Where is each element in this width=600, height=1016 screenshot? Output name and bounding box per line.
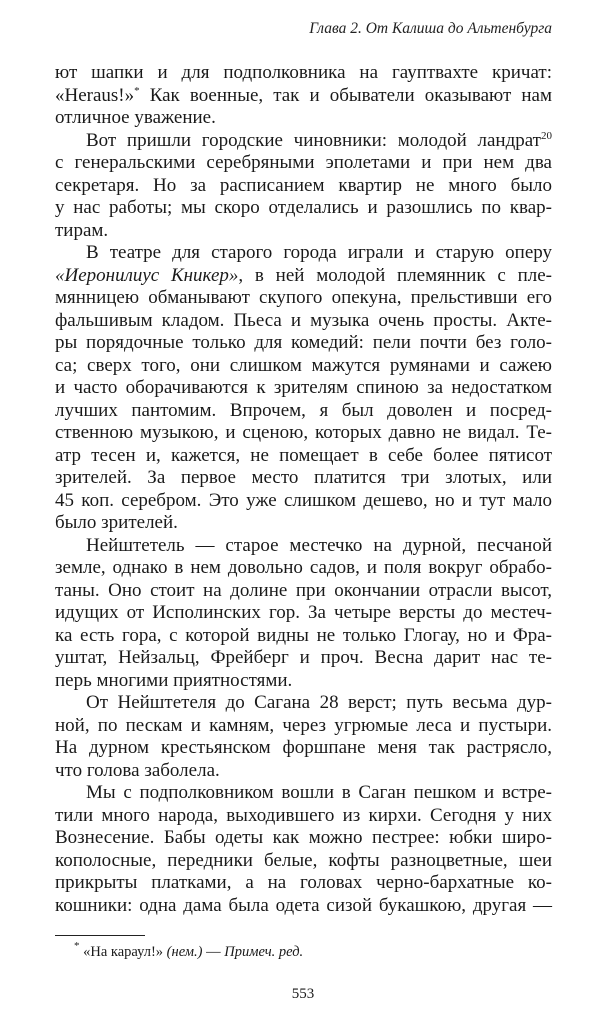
text-line: ной, по пескам и камням, через угрюмые леса и пустыри. bbox=[55, 714, 552, 736]
footnote-editor: Примеч. ред. bbox=[224, 944, 304, 960]
text-line: отличное уважение. bbox=[55, 107, 216, 128]
text-line: тили много народа, выходившего из кирхи. Сегодня у них bbox=[55, 804, 552, 826]
line-rest: , в ней молодой племянник с пле- bbox=[238, 264, 552, 286]
text-line: мянницею обманывают скупого опекуна, прельстивши его bbox=[55, 287, 552, 308]
text-line: ры порядочные только для комедий: пели почти без голо- bbox=[55, 332, 552, 353]
endnote-ref[interactable]: 20 bbox=[541, 129, 552, 142]
text-line: ственною музыкою, и сценою, которых давно не видал. Те- bbox=[55, 422, 552, 443]
footnote-divider bbox=[55, 935, 145, 936]
text-line: Мы с подполковником вошли в Саган пешком и встре- bbox=[86, 782, 552, 803]
text-line: земле, однако в нем довольно садов, и поля вокруг обрабо- bbox=[55, 557, 552, 578]
text-line: тирам. bbox=[55, 219, 109, 241]
text-line: что голова заболела. bbox=[55, 759, 220, 781]
text-line: у нас работы; мы скоро отделались и разошлись по квар- bbox=[55, 197, 552, 218]
text-line: 45 коп. серебром. Это уже слишком дешево, но и тут мало bbox=[55, 489, 552, 511]
text-line: с генеральскими серебряными эполетами и при нем два bbox=[55, 152, 552, 173]
footnote-ref[interactable]: * bbox=[134, 84, 140, 97]
footnote bbox=[74, 940, 304, 961]
line-rest: Как военные, так и обыватели оказывают нам bbox=[139, 84, 552, 106]
footnote-lang: (нем.) bbox=[166, 944, 203, 960]
text-line: Нейштетель — старое местечко на дурной, песчаной bbox=[86, 534, 552, 556]
text-line: атр тесен и, кажется, не помещает в себе более пятисот bbox=[55, 444, 552, 466]
text-line bbox=[55, 265, 552, 288]
text-line bbox=[55, 130, 552, 153]
text-line: Вознесение. Бабы одеты как можно пестрее: юбки широ- bbox=[55, 827, 552, 848]
text-line: уштат, Нейзальц, Фрейберг и проч. Весна дарит нас те- bbox=[55, 647, 552, 668]
text-line: ют шапки и для подполковника на гауптвахте кричат: bbox=[55, 62, 552, 83]
text-line: и часто оборачиваются к зрителям спиною за недостатком bbox=[55, 377, 552, 398]
text-line bbox=[55, 85, 552, 108]
footnote-mark: * bbox=[74, 940, 80, 952]
text-line: таны. Оно стоит на долине при окончании отрасли высот, bbox=[55, 579, 552, 601]
page-number: 553 bbox=[291, 986, 315, 1002]
opera-title: «Иеронилиус Кникер» bbox=[55, 264, 239, 286]
text-line: зрителей. За первое место платится три злотых, или bbox=[55, 467, 552, 488]
text-line: кополосные, передники белые, кофты разноцветные, шеи bbox=[55, 849, 552, 871]
text-line: ка есть гора, с которой видны не только Глогау, но и Фра- bbox=[55, 624, 552, 646]
text-line: В театре для старого города играли и старую оперу bbox=[86, 242, 552, 263]
text-line: кошники: одна дама была одета сизой букашкою, другая — bbox=[55, 894, 552, 916]
line-text: Вот пришли городские чиновники: молодой ландрат bbox=[86, 129, 541, 151]
body-text bbox=[55, 62, 552, 917]
text-line: лучших пантомим. Впрочем, я был доволен и посред- bbox=[55, 399, 552, 421]
quote: «Heraus!» bbox=[55, 84, 135, 106]
footnote-quote: «На караул!» bbox=[83, 944, 164, 960]
text-line: секретаря. Но за расписанием квартир не много было bbox=[55, 174, 552, 196]
running-header: Глава 2. От Калиша до Альтенбурга bbox=[309, 20, 552, 37]
text-line: са; сверх того, они слишком мажутся румянами и сажею bbox=[55, 354, 552, 376]
text-line: На дурном крестьянском форшпане меня так растрясло, bbox=[55, 737, 552, 758]
text-line: фальшивым кладом. Пьеса и музыка очень просты. Акте- bbox=[55, 309, 552, 331]
text-line: От Нейштетеля до Сагана 28 верст; путь весьма дур- bbox=[86, 692, 552, 713]
footnote-dash: — bbox=[202, 944, 225, 960]
text-line: прикрыты платками, а на головах черно-бархатные ко- bbox=[55, 872, 552, 893]
text-line: перь многими приятностями. bbox=[55, 669, 293, 691]
text-line: идущих от Исполинских гор. За четыре версты до местеч- bbox=[55, 602, 552, 623]
text-line: было зрителей. bbox=[55, 512, 178, 533]
